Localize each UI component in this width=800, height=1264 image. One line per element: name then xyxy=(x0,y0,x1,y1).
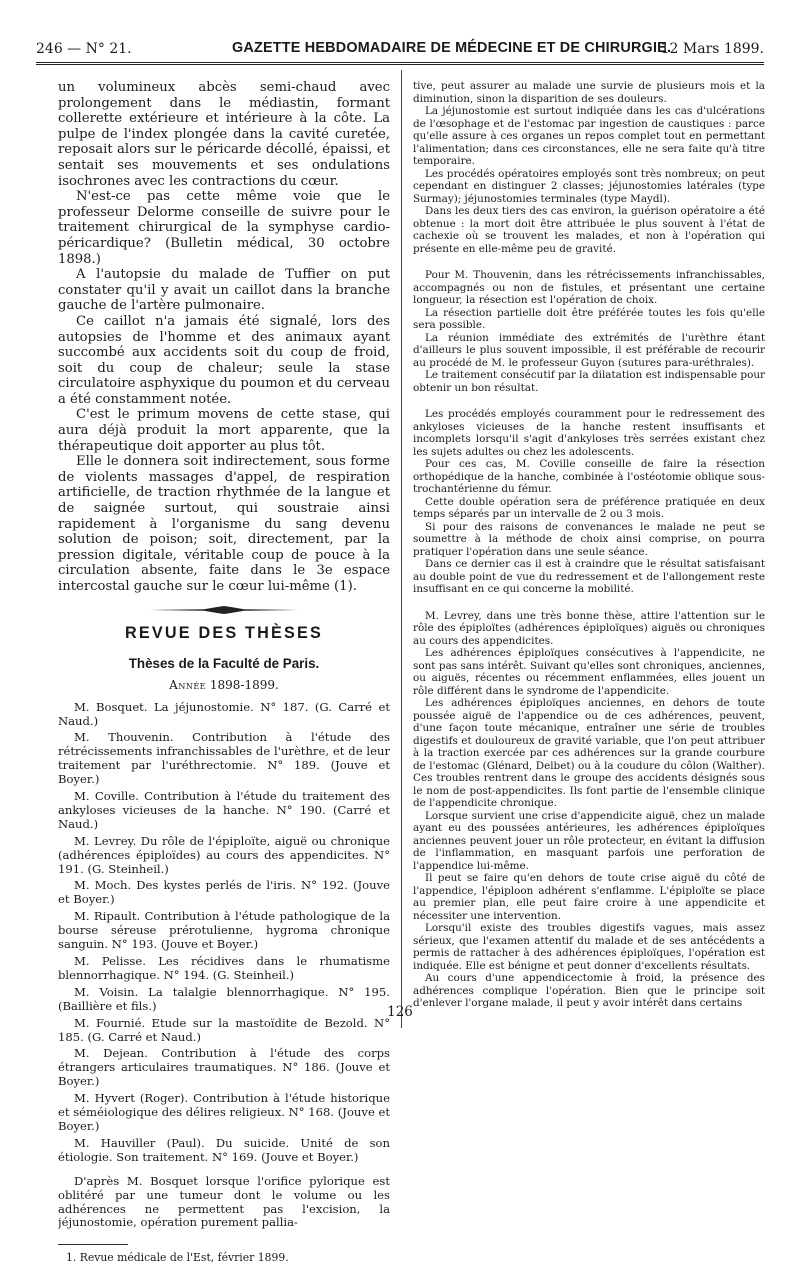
closing-paragraph: D'après M. Bosquet lorsque l'orifice pylorique est oblitéré par une tumeur dont le volume ou les adhérences ne permettent pas l'excision, la jéjunostomie, opération purement pallia- xyxy=(58,1173,390,1230)
paragraph: Cette double opération sera de préférence pratiquée en deux temps séparés par un intervalle de 2 ou 3 mois. xyxy=(413,495,765,520)
thesis-entry: M. Voisin. La talalgie blennorrhagique. N° 195. (Baillière et fils.) xyxy=(58,984,390,1013)
page-number: 246 — N° 21. xyxy=(36,41,132,57)
paragraph: M. Levrey, dans une très bonne thèse, attire l'attention sur le rôle des épiploïtes (adhérences épiploïques) aiguës ou chroniques au cours des appendicites. xyxy=(413,609,765,647)
thesis-entry: M. Hauviller (Paul). Du suicide. Unité de son étiologie. Son traitement. N° 169. (Jouve et Boyer.) xyxy=(58,1135,390,1164)
thesis-entry: M. Bosquet. La jéjunostomie. N° 187. (G. Carré et Naud.) xyxy=(58,699,390,728)
section-ornament xyxy=(149,606,299,614)
paragraph: un volumineux abcès semi-chaud avec prolongement dans le médiastin, formant collerette extérieure et intérieure à la côte. La pulpe de l'index plongée dans la cavité curetée, reposait alors sur le péricarde décollé, épaissi, et sentait ses mouvements et ses ondulations isochrones avec les contractions du cœur. xyxy=(58,80,390,189)
paragraph: Le traitement consécutif par la dilatation est indispensable pour obtenir un bon résultat. xyxy=(413,369,765,394)
issue-date: 12 Mars 1899. xyxy=(660,41,764,57)
paragraph: Au cours d'une appendicectomie à froid, la présence des adhérences complique l'opération. Bien que le principe soit d'enlever l'organe malade, il peut y avoir intérêt dans certains xyxy=(413,972,765,1009)
paragraph: Lorsque survient une crise d'appendicite aiguë, chez un malade ayant eu des poussées antérieures, les adhérences épiploïques anciennes peuvent jouer un rôle protecteur, en évitant la diffusion de l'inflammation, en masquant parfois une perforation de l'appendice lui-même. xyxy=(413,809,765,872)
thesis-entry: M. Moch. Des kystes perlés de l'iris. N° 192. (Jouve et Boyer.) xyxy=(58,878,390,907)
running-header xyxy=(36,38,764,62)
thesis-entry: M. Hyvert (Roger). Contribution à l'étude historique et séméiologique des délires religieux. N° 168. (Jouve et Boyer.) xyxy=(58,1091,390,1133)
paragraph: Les adhérences épiploïques anciennes, en dehors de toute poussée aiguë de l'appendice ou de ces adhérences, peuvent, d'une façon toute mécanique, entraîner une série de troubles digestifs et douloureux de gravité variable, que l'on peut attribuer à la traction exercée par ces adhérences sur la grande courbure de l'estomac (Glénard, Delbet) ou à la coudure du côlon (Walther). Ces troubles rentrent dans le groupe des accidents désignés sous le nom de post-appendicites. Ils font partie de l'ensemble clinique de l'appendicite chronique. xyxy=(413,697,765,809)
folio-number: 126 xyxy=(387,1004,413,1020)
paragraph: Les adhérences épiploïques consécutives à l'appendicite, ne sont pas sans intérêt. Suivant qu'elles sont chroniques, anciennes, ou aiguës, récentes ou récemment enflammées, elles jouent un rôle différent dans le syndrome de l'appendicite. xyxy=(413,647,765,697)
year-line xyxy=(58,678,390,692)
thesis-entry: M. Levrey. Du rôle de l'épiploïte, aiguë ou chronique (adhérences épiploïdes) au cours des appendicites. N° 191. (G. Steinheil.) xyxy=(58,833,390,876)
paragraph: Il peut se faire qu'en dehors de toute crise aiguë du côté de l'appendice, l'épiploon adhérent s'enflamme. L'épiploïte se place au premier plan, elle peut faire croire à une appendicite et nécessiter une intervention. xyxy=(413,872,765,922)
footnote: 1. Revue médicale de l'Est, février 1899. xyxy=(66,1251,289,1264)
column-divider xyxy=(401,70,402,1028)
section-title: REVUE DES THÈSES xyxy=(124,623,323,642)
year-label: Année xyxy=(169,677,207,692)
paragraph: La réunion immédiate des extrémités de l'urèthre étant d'ailleurs le plus souvent impossible, il est préférable de recourir au procédé de M. le professeur Guyon (sutures para-uréthrales). xyxy=(413,331,765,369)
paragraph: Dans ce dernier cas il est à craindre que le résultat satisfaisant au double point de vue du redressement et de l'allongement reste insuffisant en ce qui concerne la mobilité. xyxy=(413,558,765,595)
right-column xyxy=(413,80,765,1010)
thesis-entry: M. Coville. Contribution à l'étude du traitement des ankyloses vicieuses de la hanche. N° 190. (Carré et Naud.) xyxy=(58,789,390,831)
paragraph: Ce caillot n'a jamais été signalé, lors des autopsies de l'homme et des animaux ayant succombé aux accidents soit du coup de froid, soit du coup de chaleur; seule la stase circulatoire asphyxique du poumon et du cerveau a été constamment notée. xyxy=(58,313,390,407)
paragraph: N'est-ce pas cette même voie que le professeur Delorme conseille de suivre pour le traitement chirurgical de la symphyse cardio-péricardique? (Bulletin médical, 30 octobre 1898.) xyxy=(58,189,390,267)
paragraph: Pour ces cas, M. Coville conseille de faire la résection orthopédique de la hanche, combinée à l'ostéotomie oblique sous-trochantérienne du fémur. xyxy=(413,458,765,495)
theses-list xyxy=(58,701,390,1165)
paragraph: Les procédés opératoires employés sont très nombreux; on peut cependant en distinguer 2 classes; jéjunostomies latérales (type Surmay); jéjunostomies terminales (type Maydl). xyxy=(413,167,765,205)
paragraph: Pour M. Thouvenin, dans les rétrécissements infranchissables, accompagnés ou non de fistules, et présentant une certaine longueur, la résection est l'opération de choix. xyxy=(413,269,765,306)
paragraph: C'est le primum movens de cette stase, qui aura déjà produit la mort apparente, que la thérapeutique doit apporter au plus tôt. xyxy=(58,407,390,454)
paragraph: Dans les deux tiers des cas environ, la guérison opératoire a été obtenue : la mort doit être attribuée le plus souvent à l'état de cachexie où se trouvent les malades, et non à l'opération qui présente en elle-même peu de gravité. xyxy=(413,205,765,255)
paragraph: A l'autopsie du malade de Tuffier on put constater qu'il y avait un caillot dans la branche gauche de l'artère pulmonaire. xyxy=(58,267,390,314)
subsection-title: Thèses de la Faculté de Paris. xyxy=(128,655,320,671)
thesis-entry: M. Pelisse. Les récidives dans le rhumatisme blennorrhagique. N° 194. (G. Steinheil.) xyxy=(58,954,390,982)
journal-title: GAZETTE HEBDOMADAIRE DE MÉDECINE ET DE CHIRURGIE. xyxy=(232,40,672,56)
left-column xyxy=(58,80,390,1264)
paragraph: Elle le donnera soit indirectement, sous forme de violents massages d'appel, de respiration artificielle, de traction rhythmée de la langue et de saignée surtout, qui soustraie ainsi rapidement à l'organisme du sang devenu solution de poison; soit, directement, par la pression digitale, véritable coup de pouce à la circulation absente, faite dans le 3e espace intercostal gauche sur le cœur lui-même (1). xyxy=(58,454,390,594)
thesis-entry: M. Thouvenin. Contribution à l'étude des rétrécissements infranchissables de l'urèthre, et de leur traitement par l'uréthrectomie. N° 189. (Jouve et Boyer.) xyxy=(58,730,390,787)
paragraph: Lorsqu'il existe des troubles digestifs vagues, mais assez sérieux, que l'examen attentif du malade et de ses antécédents a permis de rattacher à des adhérences épiploïques, l'opération est indiquée. Elle est bénigne et peut donner d'excellents résultats. xyxy=(413,922,765,972)
paragraph: Les procédés employés couramment pour le redressement des ankyloses vicieuses de la hanche restent insuffisants et incomplets lorsqu'il s'agit d'ankyloses très serrées existant chez les sujets adultes ou chez les adolescents. xyxy=(413,408,765,458)
year-value: 1898-1899. xyxy=(209,677,279,692)
header-rule xyxy=(36,62,764,65)
paragraph: La jéjunostomie est surtout indiquée dans les cas d'ulcérations de l'œsophage et de l'estomac par ingestion de caustiques : parce qu'elle assure à ces organes un repos complet tout en permettant l'alimentation; dans ces circonstances, elle ne sera faite qu'à titre temporaire. xyxy=(413,105,765,167)
thesis-entry: M. Dejean. Contribution à l'étude des corps étrangers articulaires traumatiques. N° 186. (Jouve et Boyer.) xyxy=(58,1046,390,1089)
footnote-rule xyxy=(58,1244,128,1245)
paragraph: La résection partielle doit être préférée toutes les fois qu'elle sera possible. xyxy=(413,306,765,331)
thesis-entry: M. Fournié. Etude sur la mastoïdite de Bezold. N° 185. (G. Carré et Naud.) xyxy=(58,1015,390,1044)
paragraph: Si pour des raisons de convenances le malade ne peut se soumettre à la méthode de choix ainsi comprise, on pourra pratiquer l'opération dans une seule séance. xyxy=(413,520,765,558)
paragraph: tive, peut assurer au malade une survie de plusieurs mois et la diminution, sinon la disparition de ses douleurs. xyxy=(413,80,765,105)
thesis-entry: M. Ripault. Contribution à l'étude pathologique de la bourse séreuse prérotulienne, hygroma chronique sanguin. N° 193. (Jouve et Boyer.) xyxy=(58,909,390,952)
